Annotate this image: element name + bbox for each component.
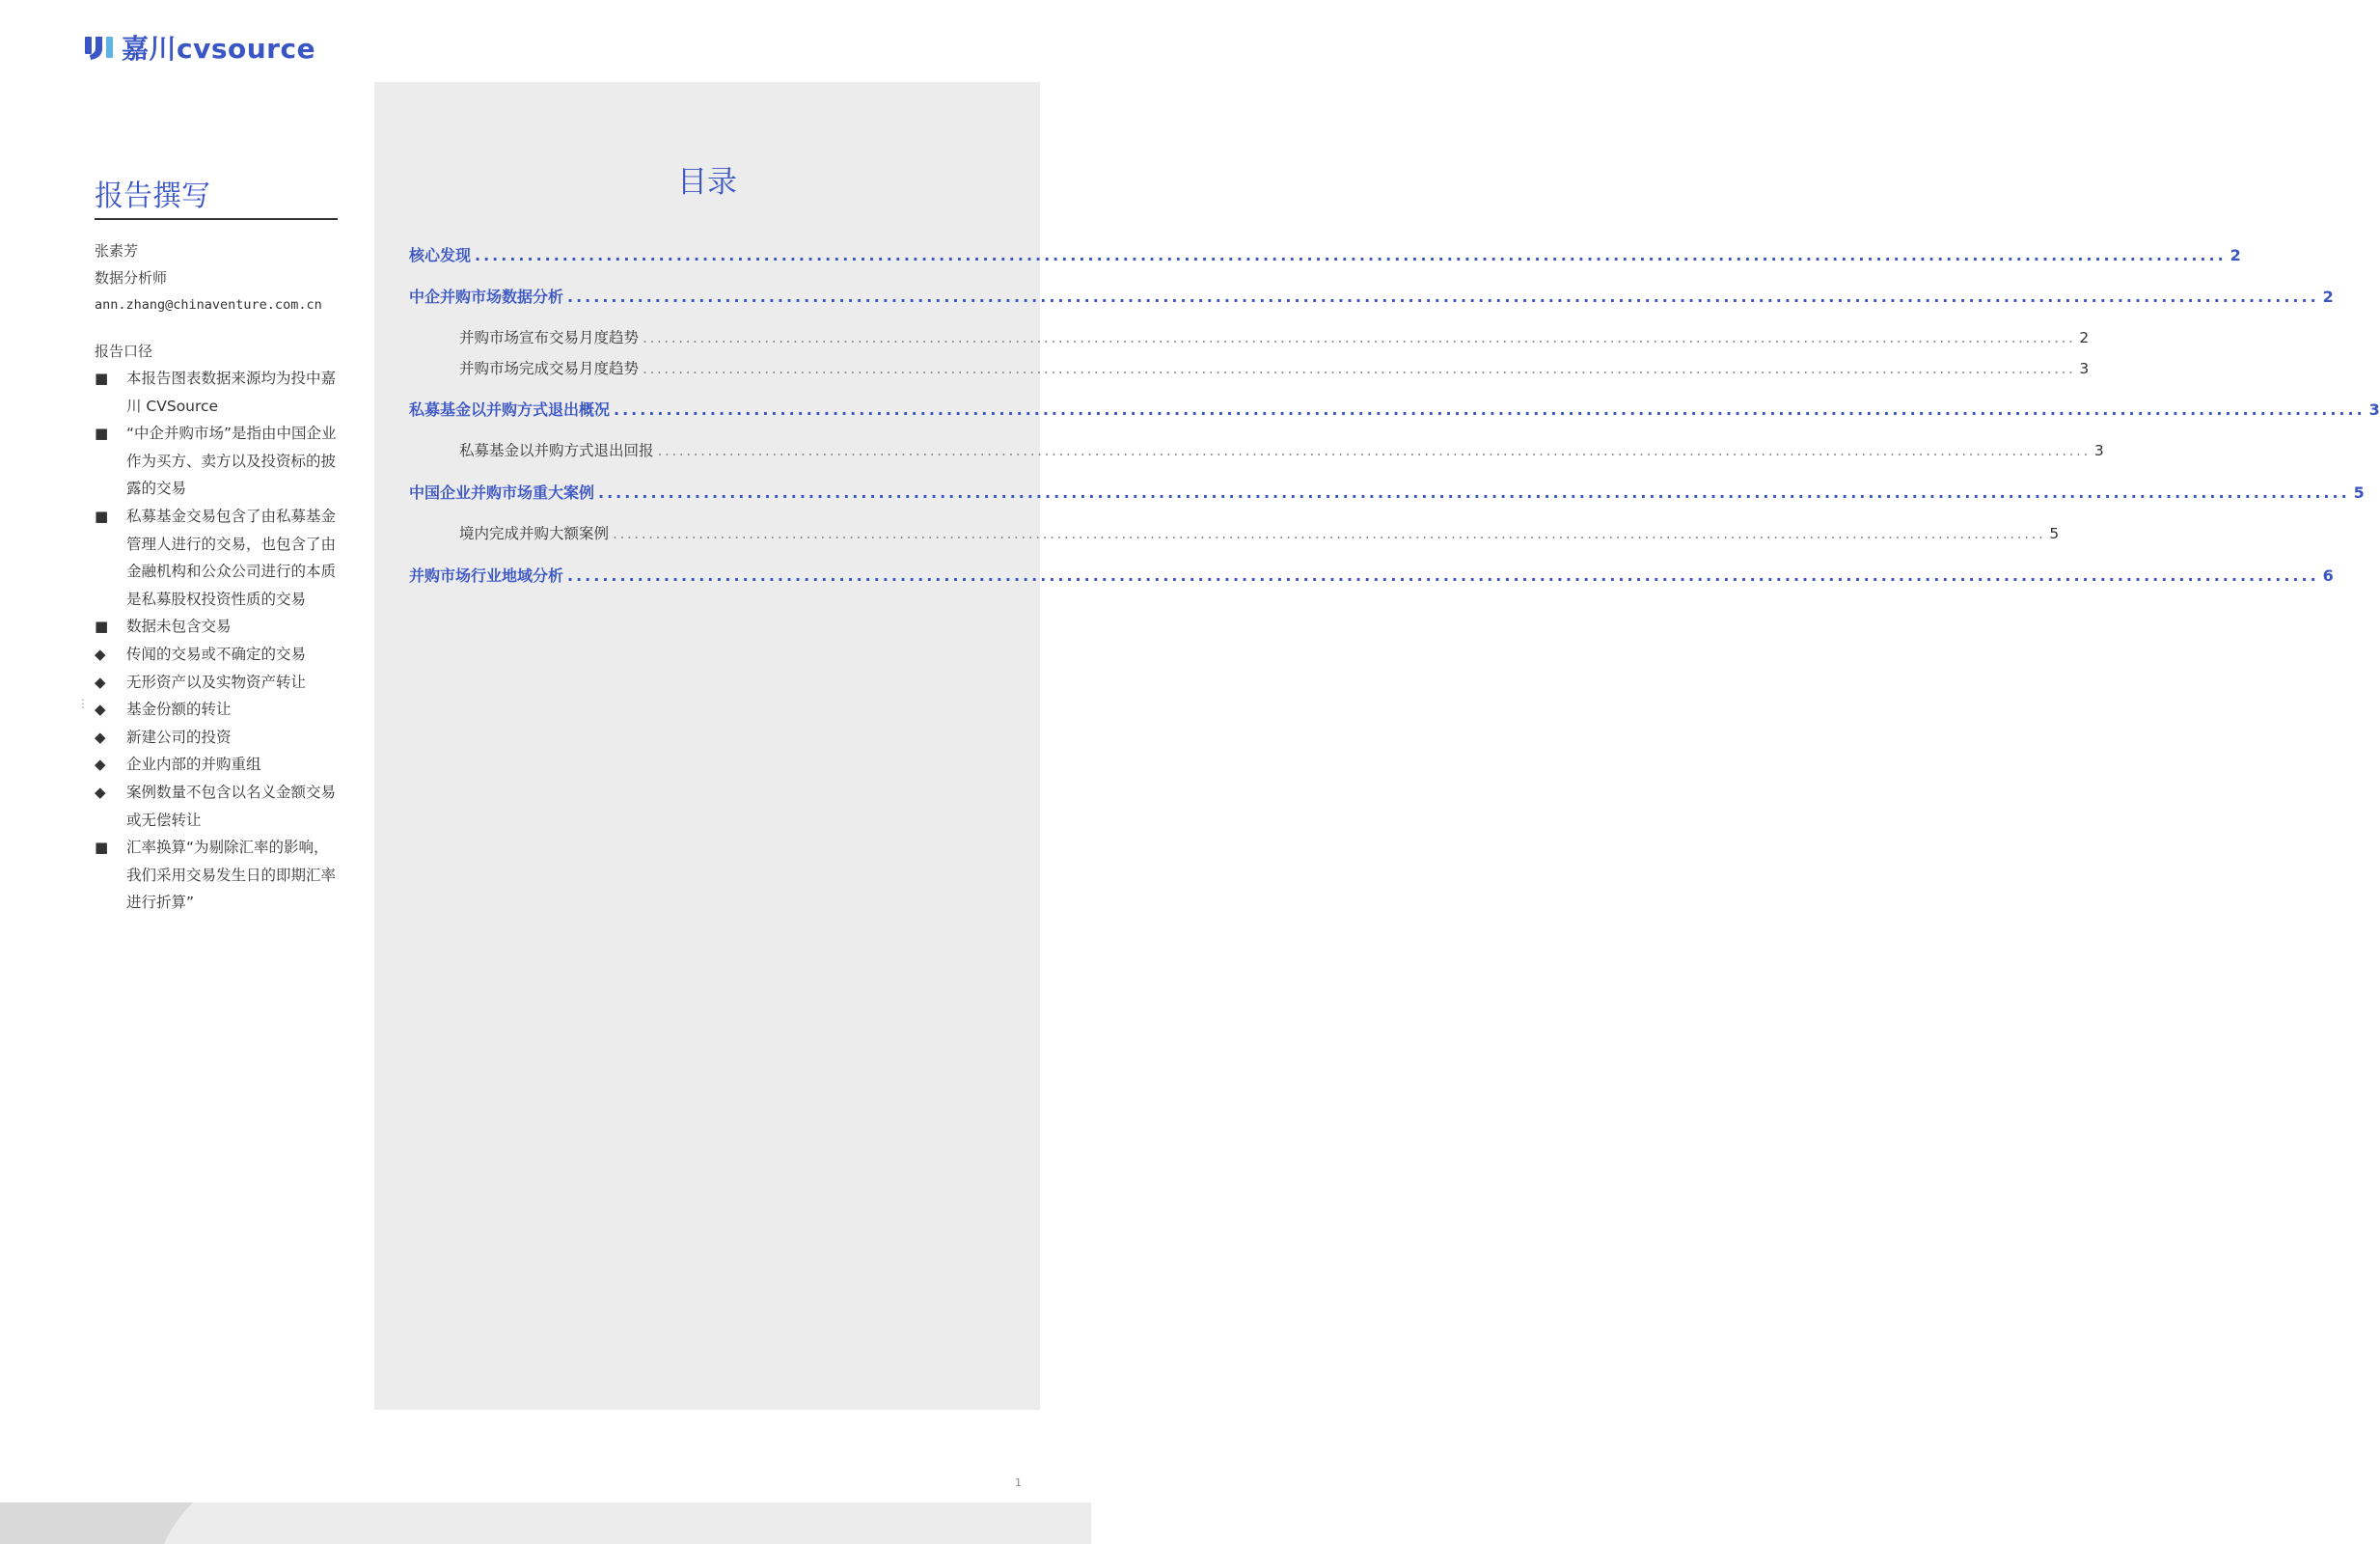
scope-note-item xyxy=(95,779,338,834)
toc-entry[interactable] xyxy=(409,522,2060,547)
diamond-bullet-icon: ◆ xyxy=(95,756,106,774)
author-info xyxy=(95,237,338,318)
brand-logo xyxy=(83,31,315,64)
title-divider xyxy=(95,218,338,220)
scope-note-item xyxy=(95,669,338,697)
toc-leader-dots: ........................................................................................................................................................................................................ xyxy=(643,360,2076,377)
scope-note-item xyxy=(95,751,338,779)
diamond-bullet-icon: ◆ xyxy=(95,673,106,691)
square-bullet-icon: ■ xyxy=(95,370,109,387)
diamond-bullet-icon: ◆ xyxy=(95,783,106,801)
toc-entry-label[interactable]: 并购市场宣布交易月度趋势 xyxy=(459,329,640,346)
scope-note-item xyxy=(95,696,338,724)
toc-entry-page[interactable]: 5 xyxy=(2353,483,2365,502)
scope-note-text: 基金份额的转让 xyxy=(126,701,232,719)
toc-entry-label[interactable]: 并购市场完成交易月度趋势 xyxy=(459,360,640,377)
toc-entry[interactable] xyxy=(409,439,2104,464)
author-email: ann.zhang@chinaventure.com.cn xyxy=(95,297,322,313)
toc-entry-page[interactable]: 3 xyxy=(2093,442,2104,459)
footer-band xyxy=(0,1503,1091,1544)
toc-entry-label[interactable]: 核心发现 xyxy=(409,246,472,264)
toc-entry[interactable] xyxy=(409,357,2090,382)
cvsource-logo-icon xyxy=(83,33,116,62)
toc-entry-label[interactable]: 私募基金以并购方式退出回报 xyxy=(459,442,654,459)
scope-title: 报告口径 xyxy=(95,343,153,360)
toc-entry[interactable] xyxy=(409,326,2090,351)
square-bullet-icon: ■ xyxy=(95,618,109,636)
square-bullet-icon: ■ xyxy=(95,425,109,443)
toc-leader-dots: ........................................................................................................................................................................................................ xyxy=(614,400,2366,419)
scope-note-item xyxy=(95,503,338,613)
toc-entry[interactable] xyxy=(409,564,2334,589)
scope-note-item xyxy=(95,834,338,917)
toc-leader-dots: ........................................................................................................................................................................................................ xyxy=(613,525,2046,542)
toc-entry[interactable] xyxy=(409,243,2241,268)
logo-text: 嘉川cvsource xyxy=(122,33,316,65)
toc-leader-dots: ........................................................................................................................................................................................................ xyxy=(643,329,2076,346)
author-name: 张素芳 xyxy=(95,242,139,260)
toc-panel xyxy=(374,82,2380,1410)
scope-note-item xyxy=(95,420,338,503)
toc-entry-label[interactable]: 境内完成并购大额案例 xyxy=(459,525,610,542)
scope-note-text: 私募基金交易包含了由私募基金管理人进行的交易，也包含了由金融机构和公众公司进行的本质是私募股权投资性质的交易 xyxy=(126,507,337,608)
toc-leader-dots: ........................................................................................................................................................................................................ xyxy=(475,246,2227,264)
toc-entry-page[interactable]: 5 xyxy=(2049,525,2060,542)
page-number: 1 xyxy=(1015,1476,1022,1489)
toc-entry-label[interactable]: 并购市场行业地域分析 xyxy=(409,566,564,585)
diamond-bullet-icon: ◆ xyxy=(95,701,106,719)
scope-note-text: 汇率换算“为剔除汇率的影响，我们采用交易发生日的即期汇率进行折算” xyxy=(126,839,337,912)
scope-note-text: 传闻的交易或不确定的交易 xyxy=(126,645,307,663)
toc-entry-page[interactable]: 6 xyxy=(2322,566,2334,585)
author-role: 数据分析师 xyxy=(95,269,168,287)
scope-note-text: 企业内部的并购重组 xyxy=(126,756,261,774)
diamond-bullet-icon: ◆ xyxy=(95,728,106,746)
drag-handle-icon: ⋮ xyxy=(77,697,89,710)
square-bullet-icon: ■ xyxy=(95,839,109,857)
toc-entry-page[interactable]: 2 xyxy=(2230,246,2241,264)
scope-note-text: 本报告图表数据来源均为投中嘉川 CVSource xyxy=(126,370,337,415)
toc-entry[interactable] xyxy=(409,285,2334,310)
footer-decoration xyxy=(0,1503,212,1544)
square-bullet-icon: ■ xyxy=(95,507,109,525)
toc-leader-dots: ........................................................................................................................................................................................................ xyxy=(657,442,2091,459)
toc-entry-label[interactable]: 中企并购市场数据分析 xyxy=(409,288,564,306)
toc-entry-page[interactable]: 2 xyxy=(2079,329,2090,346)
diamond-bullet-icon: ◆ xyxy=(95,645,106,663)
report-author-column xyxy=(95,172,338,917)
toc-leader-dots: ........................................................................................................................................................................................................ xyxy=(567,566,2319,585)
scope-note-item xyxy=(95,641,338,669)
toc-entry-page[interactable]: 3 xyxy=(2079,360,2090,377)
scope-note-text: 数据未包含交易 xyxy=(126,618,232,636)
toc-title: 目录 xyxy=(677,165,737,200)
toc-entry-label[interactable]: 中国企业并购市场重大案例 xyxy=(409,483,595,502)
scope-note-item xyxy=(95,724,338,752)
scope-note-text: 案例数量不包含以名义金额交易或无偿转让 xyxy=(126,783,337,829)
scope-note-text: “中企并购市场”是指由中国企业作为买方、卖方以及投资标的披露的交易 xyxy=(126,425,337,498)
toc-entry[interactable] xyxy=(409,398,2380,423)
scope-notes-list xyxy=(95,365,338,917)
scope-note-item xyxy=(95,613,338,641)
toc-entry-label[interactable]: 私募基金以并购方式退出概况 xyxy=(409,400,611,419)
toc-leader-dots: ........................................................................................................................................................................................................ xyxy=(567,288,2319,306)
scope-note-item xyxy=(95,365,338,420)
scope-note-text: 新建公司的投资 xyxy=(126,728,232,746)
toc-entry-page[interactable]: 2 xyxy=(2322,288,2334,306)
toc-entry[interactable] xyxy=(409,481,2365,506)
toc-entry-page[interactable]: 3 xyxy=(2368,400,2380,419)
scope-note-text: 无形资产以及实物资产转让 xyxy=(126,673,307,691)
toc-leader-dots: ........................................................................................................................................................................................................ xyxy=(598,483,2350,502)
author-section-title: 报告撰写 xyxy=(95,179,210,213)
